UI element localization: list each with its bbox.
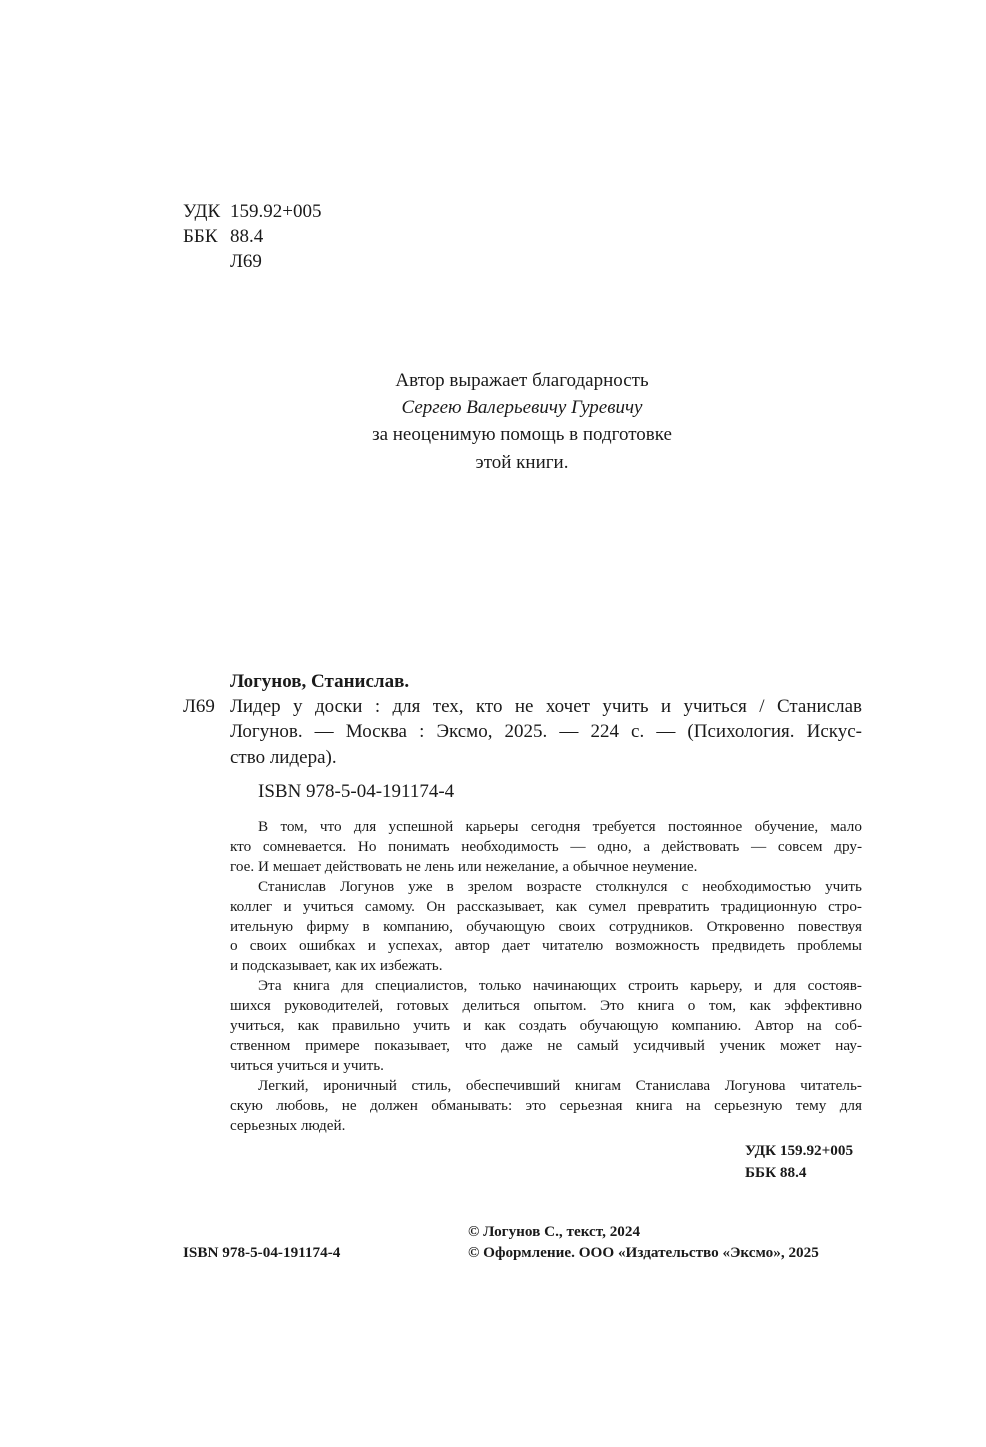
annotation-line: гое. И мешает действовать не лень или нежелание, а обычное неумение. (230, 857, 698, 875)
bbk-code-value: 88.4 (230, 226, 264, 247)
annotation-line: о своих ошибках и успехах, автор дает читателю возможность предвидеть проблемы (230, 937, 862, 955)
acknowledgement-line: Автор выражает благодарность (395, 370, 649, 391)
udk-code-value: 159.92+005 (230, 201, 322, 222)
annotation-line: ительную фирму в компанию, обучающую своих сотрудников. Откровенно повествуя (230, 917, 862, 935)
annotation-line: Эта книга для специалистов, только начинающих строить карьеру, и для состояв- (258, 977, 862, 995)
footer-udk: УДК 159.92+005 (745, 1142, 854, 1159)
entry-code: Л69 (183, 696, 215, 717)
acknowledgement-line: этой книги. (475, 452, 569, 473)
annotation-line: ственном примере показывает, что даже не самый усидчивый ученик может нау- (230, 1036, 862, 1054)
annotation-line: учиться, как правильно учить и как создать обучающую компанию. Автор на соб- (230, 1017, 862, 1034)
bbk-code-label: ББК (183, 226, 218, 247)
entry-line: ство лидера). (230, 747, 337, 768)
entry-line: Логунов. — Москва : Эксмо, 2025. — 224 с. — (Психология. Искус- (230, 721, 862, 742)
annotation-line: скую любовь, не должен обманывать: это серьезная книга на серьезную тему для (230, 1096, 862, 1114)
copyright-design: © Оформление. ООО «Издательство «Эксмо», 2025 (468, 1244, 819, 1261)
annotation-line: Станислав Логунов уже в зрелом возрасте столкнулся с необходимостью учить (258, 877, 862, 895)
annotation-line: шихся руководителей, готовых делиться опытом. Это книга о том, как эффективно (230, 997, 862, 1015)
udk-code-label: УДК (183, 201, 221, 222)
acknowledgement-name: Сергею Валерьевичу Гуревичу (401, 397, 643, 418)
acknowledgement-line: за неоценимую помощь в подготовке (372, 424, 672, 445)
annotation-line: кто сомневается. Но понимать необходимость — одно, а действовать — совсем дру- (230, 837, 862, 855)
entry-line: Лидер у доски : для тех, кто не хочет учить и учиться / Станислав (230, 696, 862, 717)
footer-bbk: ББК 88.4 (745, 1164, 807, 1181)
copyright-text: © Логунов С., текст, 2024 (468, 1223, 641, 1240)
annotation-line: читься учиться и учить. (230, 1056, 384, 1074)
annotation-line: коллег и учиться самому. Он рассказывает, как сумел превратить традиционную стро- (230, 897, 862, 915)
footer-isbn: ISBN 978-5-04-191174-4 (183, 1244, 341, 1261)
entry-isbn: ISBN 978-5-04-191174-4 (258, 781, 455, 802)
entry-author: Логунов, Станислав. (230, 671, 410, 692)
author-sign: Л69 (230, 251, 262, 272)
annotation-line: и подсказывает, как их избежать. (230, 957, 443, 975)
annotation-line: В том, что для успешной карьеры сегодня требуется постоянное обучение, мало (258, 818, 862, 835)
annotation-line: Легкий, ироничный стиль, обеспечивший книгам Станислава Логунова читатель- (258, 1076, 862, 1094)
annotation-line: серьезных людей. (230, 1116, 346, 1134)
